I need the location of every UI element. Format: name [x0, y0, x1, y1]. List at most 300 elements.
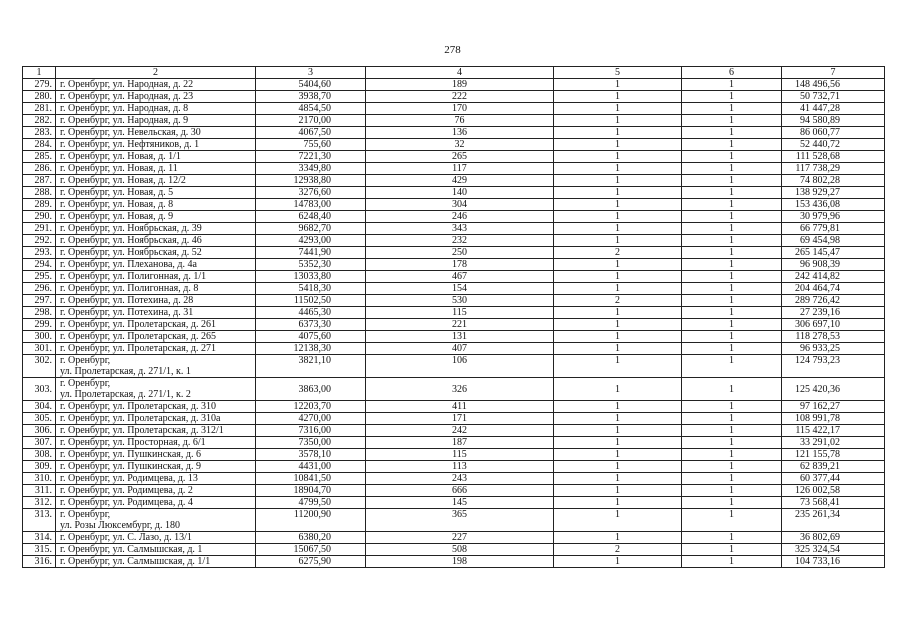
address-line: г. Оренбург, ул. Новая, д. 12/2 [60, 175, 186, 186]
people-cell: 113 [366, 461, 554, 473]
area-cell: 15067,50 [256, 544, 366, 556]
area-cell: 6275,90 [256, 556, 366, 568]
row-number-cell: 295. [23, 271, 56, 283]
table-row [23, 401, 885, 413]
row-number-cell: 307. [23, 437, 56, 449]
area-cell: 18904,70 [256, 485, 366, 497]
column-6-cell: 1 [682, 378, 782, 401]
sum-cell: 30 979,96 [782, 211, 885, 223]
address-line: г. Оренбург, ул. С. Лазо, д. 13/1 [60, 532, 192, 543]
sum-cell: 242 414,82 [782, 271, 885, 283]
address-line: ул. Розы Люксембург, д. 180 [60, 520, 180, 531]
table-row [23, 425, 885, 437]
address-line: г. Оренбург, ул. Салмышская, д. 1/1 [60, 556, 211, 567]
table-row [23, 91, 885, 103]
sum-cell: 36 802,69 [782, 532, 885, 544]
table-row [23, 449, 885, 461]
area-cell: 7441,90 [256, 247, 366, 259]
address-line: г. Оренбург, ул. Пролетарская, д. 310а [60, 413, 221, 424]
people-cell: 250 [366, 247, 554, 259]
column-6-cell: 1 [682, 259, 782, 271]
row-number-cell: 312. [23, 497, 56, 509]
people-cell: 530 [366, 295, 554, 307]
address-line: г. Оренбург, ул. Новая, д. 1/1 [60, 151, 181, 162]
column-5-cell: 1 [554, 187, 682, 199]
address-cell [56, 378, 256, 401]
address-line: г. Оренбург, ул. Новая, д. 9 [60, 211, 174, 222]
row-number-cell: 294. [23, 259, 56, 271]
address-cell [56, 485, 256, 497]
sum-cell: 86 060,77 [782, 127, 885, 139]
row-number-cell: 306. [23, 425, 56, 437]
area-cell: 4293,00 [256, 235, 366, 247]
sum-cell: 41 447,28 [782, 103, 885, 115]
sum-cell: 96 908,39 [782, 259, 885, 271]
table-row [23, 187, 885, 199]
table-row [23, 199, 885, 211]
table-row [23, 223, 885, 235]
address-cell [56, 187, 256, 199]
address-cell [56, 355, 256, 378]
address-line: г. Оренбург, ул. Народная, д. 23 [60, 91, 194, 102]
sum-cell: 306 697,10 [782, 319, 885, 331]
column-6-cell: 1 [682, 247, 782, 259]
row-number-cell: 284. [23, 139, 56, 151]
area-cell: 3578,10 [256, 449, 366, 461]
row-number-cell: 301. [23, 343, 56, 355]
area-cell: 12203,70 [256, 401, 366, 413]
people-cell: 429 [366, 175, 554, 187]
sum-cell: 66 779,81 [782, 223, 885, 235]
column-5-cell: 1 [554, 355, 682, 378]
people-cell: 243 [366, 473, 554, 485]
table-row [23, 461, 885, 473]
address-line: г. Оренбург, ул. Невельская, д. 30 [60, 127, 201, 138]
sum-cell: 124 793,23 [782, 355, 885, 378]
header-row [23, 67, 885, 79]
column-5-cell: 1 [554, 223, 682, 235]
table-row [23, 151, 885, 163]
column-5-cell: 1 [554, 151, 682, 163]
column-5-cell: 1 [554, 331, 682, 343]
address-cell [56, 544, 256, 556]
area-cell: 3821,10 [256, 355, 366, 378]
column-5-cell: 1 [554, 103, 682, 115]
table-row [23, 295, 885, 307]
column-5-cell: 1 [554, 259, 682, 271]
row-number-cell: 286. [23, 163, 56, 175]
row-number-cell: 315. [23, 544, 56, 556]
address-cell [56, 271, 256, 283]
row-number-cell: 290. [23, 211, 56, 223]
address-line: г. Оренбург, ул. Плеханова, д. 4а [60, 259, 197, 270]
column-6-cell: 1 [682, 413, 782, 425]
people-cell: 187 [366, 437, 554, 449]
header-cell: 3 [256, 67, 366, 79]
address-cell [56, 295, 256, 307]
area-cell: 755,60 [256, 139, 366, 151]
address-line: г. Оренбург, ул. Новая, д. 11 [60, 163, 178, 174]
area-cell: 6373,30 [256, 319, 366, 331]
address-cell [56, 151, 256, 163]
address-line: г. Оренбург, ул. Народная, д. 22 [60, 79, 194, 90]
people-cell: 227 [366, 532, 554, 544]
area-cell: 3349,80 [256, 163, 366, 175]
row-number-cell: 309. [23, 461, 56, 473]
sum-cell: 60 377,44 [782, 473, 885, 485]
people-cell: 221 [366, 319, 554, 331]
sum-cell: 204 464,74 [782, 283, 885, 295]
address-line: г. Оренбург, ул. Полигонная, д. 1/1 [60, 271, 207, 282]
column-6-cell: 1 [682, 473, 782, 485]
sum-cell: 69 454,98 [782, 235, 885, 247]
data-table [22, 66, 885, 568]
area-cell: 6380,20 [256, 532, 366, 544]
table-row [23, 544, 885, 556]
address-line: г. Оренбург, ул. Просторная, д. 6/1 [60, 437, 206, 448]
sum-cell: 153 436,08 [782, 199, 885, 211]
address-line: г. Оренбург, [60, 355, 111, 366]
area-cell: 12138,30 [256, 343, 366, 355]
address-line: г. Оренбург, ул. Народная, д. 9 [60, 115, 189, 126]
row-number-cell: 316. [23, 556, 56, 568]
area-cell: 11200,90 [256, 509, 366, 532]
sum-cell: 108 991,78 [782, 413, 885, 425]
table-row [23, 175, 885, 187]
sum-cell: 235 261,34 [782, 509, 885, 532]
column-6-cell: 1 [682, 235, 782, 247]
address-cell [56, 449, 256, 461]
row-number-cell: 287. [23, 175, 56, 187]
address-cell [56, 401, 256, 413]
table-row [23, 163, 885, 175]
column-5-cell: 1 [554, 199, 682, 211]
people-cell: 666 [366, 485, 554, 497]
column-5-cell: 1 [554, 497, 682, 509]
address-cell [56, 532, 256, 544]
column-5-cell: 1 [554, 163, 682, 175]
people-cell: 140 [366, 187, 554, 199]
area-cell: 11502,50 [256, 295, 366, 307]
people-cell: 407 [366, 343, 554, 355]
column-5-cell: 1 [554, 271, 682, 283]
sum-cell: 73 568,41 [782, 497, 885, 509]
people-cell: 198 [366, 556, 554, 568]
people-cell: 265 [366, 151, 554, 163]
column-5-cell: 1 [554, 485, 682, 497]
column-6-cell: 1 [682, 343, 782, 355]
column-6-cell: 1 [682, 544, 782, 556]
people-cell: 189 [366, 79, 554, 91]
address-line: г. Оренбург, [60, 509, 111, 520]
address-line: г. Оренбург, ул. Салмышская, д. 1 [60, 544, 203, 555]
table-row [23, 413, 885, 425]
area-cell: 4270,00 [256, 413, 366, 425]
sum-cell: 50 732,71 [782, 91, 885, 103]
people-cell: 232 [366, 235, 554, 247]
address-cell [56, 283, 256, 295]
people-cell: 32 [366, 139, 554, 151]
column-6-cell: 1 [682, 497, 782, 509]
header-cell: 4 [366, 67, 554, 79]
address-cell [56, 91, 256, 103]
row-number-cell: 291. [23, 223, 56, 235]
column-6-cell: 1 [682, 163, 782, 175]
column-5-cell: 1 [554, 175, 682, 187]
area-cell: 12938,80 [256, 175, 366, 187]
column-6-cell: 1 [682, 355, 782, 378]
table-row [23, 556, 885, 568]
address-line: г. Оренбург, ул. Новая, д. 5 [60, 187, 174, 198]
row-number-cell: 303. [23, 378, 56, 401]
sum-cell: 27 239,16 [782, 307, 885, 319]
column-5-cell: 1 [554, 556, 682, 568]
address-cell [56, 437, 256, 449]
address-cell [56, 223, 256, 235]
table-row [23, 378, 885, 401]
header-cell: 7 [782, 67, 885, 79]
column-5-cell: 1 [554, 91, 682, 103]
people-cell: 171 [366, 413, 554, 425]
address-line: г. Оренбург, ул. Потехина, д. 31 [60, 307, 194, 318]
area-cell: 7350,00 [256, 437, 366, 449]
people-cell: 106 [366, 355, 554, 378]
address-line: г. Оренбург, ул. Пушкинская, д. 6 [60, 449, 201, 460]
sum-cell: 118 278,53 [782, 331, 885, 343]
table-row [23, 485, 885, 497]
area-cell: 7316,00 [256, 425, 366, 437]
address-cell [56, 103, 256, 115]
table-row [23, 283, 885, 295]
sum-cell: 289 726,42 [782, 295, 885, 307]
column-6-cell: 1 [682, 425, 782, 437]
row-number-cell: 293. [23, 247, 56, 259]
sum-cell: 52 440,72 [782, 139, 885, 151]
sum-cell: 111 528,68 [782, 151, 885, 163]
table-row [23, 473, 885, 485]
people-cell: 145 [366, 497, 554, 509]
row-number-cell: 311. [23, 485, 56, 497]
sum-cell: 138 929,27 [782, 187, 885, 199]
address-cell [56, 199, 256, 211]
people-cell: 365 [366, 509, 554, 532]
address-cell [56, 556, 256, 568]
column-6-cell: 1 [682, 175, 782, 187]
row-number-cell: 296. [23, 283, 56, 295]
column-6-cell: 1 [682, 139, 782, 151]
column-5-cell: 1 [554, 343, 682, 355]
address-cell [56, 343, 256, 355]
people-cell: 304 [366, 199, 554, 211]
row-number-cell: 308. [23, 449, 56, 461]
column-5-cell: 1 [554, 79, 682, 91]
table-row [23, 247, 885, 259]
address-line: г. Оренбург, ул. Потехина, д. 28 [60, 295, 194, 306]
people-cell: 115 [366, 307, 554, 319]
column-5-cell: 1 [554, 378, 682, 401]
address-cell [56, 127, 256, 139]
column-6-cell: 1 [682, 556, 782, 568]
sum-cell: 117 738,29 [782, 163, 885, 175]
address-line: г. Оренбург, ул. Ноябрьская, д. 52 [60, 247, 202, 258]
table-row [23, 509, 885, 532]
column-5-cell: 1 [554, 283, 682, 295]
column-5-cell: 2 [554, 544, 682, 556]
sum-cell: 125 420,36 [782, 378, 885, 401]
table-body [23, 79, 885, 568]
address-cell [56, 259, 256, 271]
row-number-cell: 305. [23, 413, 56, 425]
row-number-cell: 279. [23, 79, 56, 91]
column-5-cell: 1 [554, 115, 682, 127]
row-number-cell: 314. [23, 532, 56, 544]
address-line: г. Оренбург, ул. Пролетарская, д. 271 [60, 343, 216, 354]
column-6-cell: 1 [682, 295, 782, 307]
area-cell: 4854,50 [256, 103, 366, 115]
row-number-cell: 283. [23, 127, 56, 139]
column-5-cell: 1 [554, 461, 682, 473]
address-cell [56, 115, 256, 127]
address-line: г. Оренбург, ул. Пролетарская, д. 310 [60, 401, 216, 412]
address-line: г. Оренбург, ул. Полигонная, д. 8 [60, 283, 199, 294]
area-cell: 6248,40 [256, 211, 366, 223]
row-number-cell: 313. [23, 509, 56, 532]
sum-cell: 121 155,78 [782, 449, 885, 461]
address-line: ул. Пролетарская, д. 271/1, к. 1 [60, 366, 191, 377]
address-cell [56, 473, 256, 485]
sum-cell: 325 324,54 [782, 544, 885, 556]
address-line: г. Оренбург, ул. Пушкинская, д. 9 [60, 461, 201, 472]
row-number-cell: 299. [23, 319, 56, 331]
sum-cell: 104 733,16 [782, 556, 885, 568]
row-number-cell: 288. [23, 187, 56, 199]
column-5-cell: 1 [554, 211, 682, 223]
address-cell [56, 331, 256, 343]
column-5-cell: 2 [554, 295, 682, 307]
column-5-cell: 1 [554, 401, 682, 413]
row-number-cell: 297. [23, 295, 56, 307]
column-5-cell: 1 [554, 127, 682, 139]
people-cell: 178 [366, 259, 554, 271]
people-cell: 115 [366, 449, 554, 461]
address-line: г. Оренбург, [60, 378, 111, 389]
address-cell [56, 497, 256, 509]
column-6-cell: 1 [682, 187, 782, 199]
address-cell [56, 163, 256, 175]
address-line: ул. Пролетарская, д. 271/1, к. 2 [60, 389, 191, 400]
area-cell: 3276,60 [256, 187, 366, 199]
address-line: г. Оренбург, ул. Родимцева, д. 2 [60, 485, 193, 496]
column-6-cell: 1 [682, 283, 782, 295]
address-cell [56, 319, 256, 331]
column-6-cell: 1 [682, 103, 782, 115]
column-6-cell: 1 [682, 115, 782, 127]
table-row [23, 259, 885, 271]
page-number: 278 [444, 44, 461, 56]
table-row [23, 271, 885, 283]
people-cell: 242 [366, 425, 554, 437]
sum-cell: 148 496,56 [782, 79, 885, 91]
sum-cell: 97 162,27 [782, 401, 885, 413]
sum-cell: 94 580,89 [782, 115, 885, 127]
people-cell: 411 [366, 401, 554, 413]
table-row [23, 139, 885, 151]
header-cell: 6 [682, 67, 782, 79]
column-6-cell: 1 [682, 461, 782, 473]
column-6-cell: 1 [682, 307, 782, 319]
address-cell [56, 235, 256, 247]
column-5-cell: 1 [554, 413, 682, 425]
column-5-cell: 2 [554, 247, 682, 259]
area-cell: 7221,30 [256, 151, 366, 163]
column-5-cell: 1 [554, 473, 682, 485]
column-6-cell: 1 [682, 449, 782, 461]
sum-cell: 33 291,02 [782, 437, 885, 449]
area-cell: 13033,80 [256, 271, 366, 283]
row-number-cell: 281. [23, 103, 56, 115]
column-6-cell: 1 [682, 223, 782, 235]
address-line: г. Оренбург, ул. Пролетарская, д. 312/1 [60, 425, 224, 436]
address-line: г. Оренбург, ул. Родимцева, д. 13 [60, 473, 198, 484]
row-number-cell: 304. [23, 401, 56, 413]
address-cell [56, 211, 256, 223]
column-6-cell: 1 [682, 319, 782, 331]
address-line: г. Оренбург, ул. Пролетарская, д. 261 [60, 319, 216, 330]
address-cell [56, 413, 256, 425]
area-cell: 2170,00 [256, 115, 366, 127]
table-row [23, 355, 885, 378]
sum-cell: 265 145,47 [782, 247, 885, 259]
column-6-cell: 1 [682, 199, 782, 211]
area-cell: 4465,30 [256, 307, 366, 319]
table-row [23, 79, 885, 91]
sum-cell: 96 933,25 [782, 343, 885, 355]
area-cell: 4075,60 [256, 331, 366, 343]
address-line: г. Оренбург, ул. Пролетарская, д. 265 [60, 331, 216, 342]
column-5-cell: 1 [554, 437, 682, 449]
row-number-cell: 280. [23, 91, 56, 103]
column-5-cell: 1 [554, 532, 682, 544]
sum-cell: 126 002,58 [782, 485, 885, 497]
area-cell: 14783,00 [256, 199, 366, 211]
address-line: г. Оренбург, ул. Родимцева, д. 4 [60, 497, 193, 508]
area-cell: 9682,70 [256, 223, 366, 235]
address-cell [56, 79, 256, 91]
column-6-cell: 1 [682, 127, 782, 139]
table-row [23, 319, 885, 331]
column-6-cell: 1 [682, 437, 782, 449]
column-5-cell: 1 [554, 509, 682, 532]
column-6-cell: 1 [682, 485, 782, 497]
column-6-cell: 1 [682, 532, 782, 544]
column-5-cell: 1 [554, 235, 682, 247]
row-number-cell: 302. [23, 355, 56, 378]
area-cell: 4431,00 [256, 461, 366, 473]
column-5-cell: 1 [554, 425, 682, 437]
people-cell: 136 [366, 127, 554, 139]
address-line: г. Оренбург, ул. Ноябрьская, д. 46 [60, 235, 202, 246]
address-line: г. Оренбург, ул. Народная, д. 8 [60, 103, 189, 114]
column-6-cell: 1 [682, 331, 782, 343]
address-cell [56, 509, 256, 532]
people-cell: 508 [366, 544, 554, 556]
row-number-cell: 285. [23, 151, 56, 163]
area-cell: 10841,50 [256, 473, 366, 485]
column-6-cell: 1 [682, 509, 782, 532]
area-cell: 4799,50 [256, 497, 366, 509]
column-5-cell: 1 [554, 307, 682, 319]
row-number-cell: 298. [23, 307, 56, 319]
